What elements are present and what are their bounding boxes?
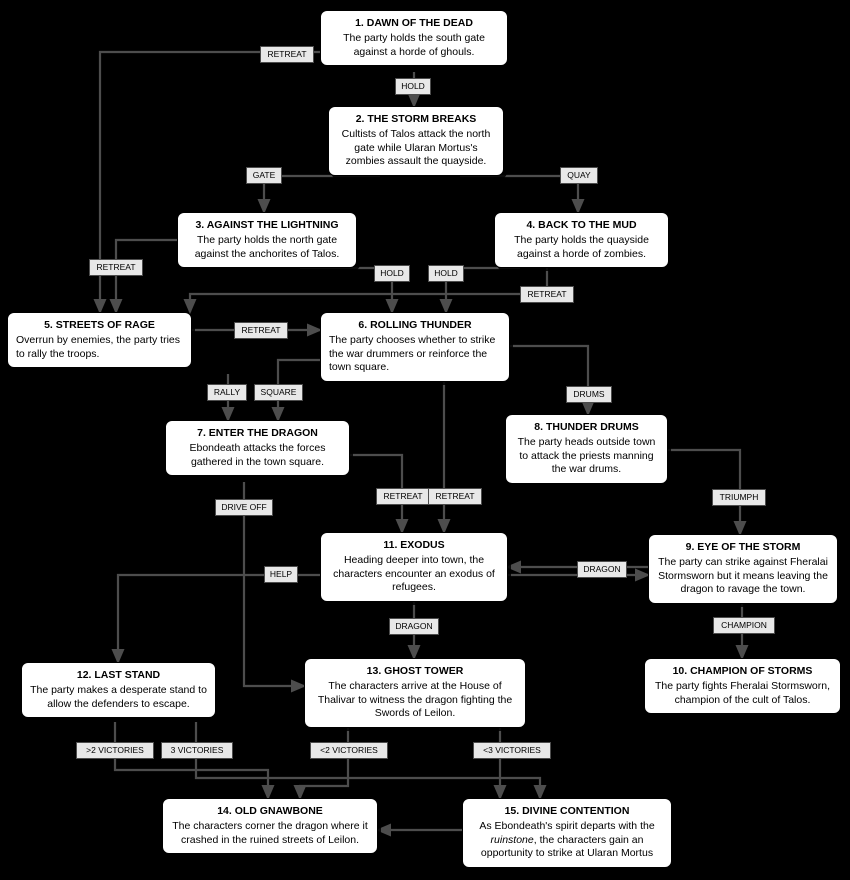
node-5-body: Overrun by enemies, the party tries to rally the troops. bbox=[16, 334, 180, 360]
node-3-title: 3. AGAINST THE LIGHTNING bbox=[195, 219, 339, 231]
node-12-title: 12. LAST STAND bbox=[76, 669, 161, 681]
node-8-title: 8. THUNDER DRUMS bbox=[534, 421, 639, 433]
node-9-title: 9. EYE OF THE STORM bbox=[685, 541, 801, 553]
node-1-title: 1. DAWN OF THE DEAD bbox=[355, 17, 473, 29]
node-12-body: The party makes a desperate stand to allow the defenders to escape. bbox=[30, 684, 207, 710]
edge-label-triumph: TRIUMPH bbox=[712, 489, 766, 506]
edge-label-retreat-6: RETREAT bbox=[428, 488, 482, 505]
edge-label-drums: DRUMS bbox=[566, 386, 612, 403]
node-15[interactable] bbox=[462, 798, 672, 868]
node-6-title: 6. ROLLING THUNDER bbox=[358, 319, 472, 331]
node-11-title: 11. EXODUS bbox=[383, 539, 445, 551]
edge-label-dragon-1: DRAGON bbox=[577, 561, 627, 578]
node-10-body: The party fights Fheralai Stormsworn, champion of the cult of Talos. bbox=[654, 680, 831, 706]
node-14-title: 14. OLD GNAWBONE bbox=[217, 805, 323, 817]
edge-label-champion: CHAMPION bbox=[713, 617, 775, 634]
node-15-body bbox=[471, 820, 663, 860]
edge-label-gate: GATE bbox=[246, 167, 282, 184]
node-3[interactable] bbox=[177, 212, 357, 268]
node-12[interactable] bbox=[21, 662, 216, 718]
node-4-body: The party holds the quayside against a horde of zombies. bbox=[514, 234, 649, 260]
node-7-title: 7. ENTER THE DRAGON bbox=[197, 427, 318, 439]
edge-label-hold-1: HOLD bbox=[395, 78, 431, 95]
edge-label-retreat-3: RETREAT bbox=[520, 286, 574, 303]
edge-label-victories-1: >2 VICTORIES bbox=[76, 742, 154, 759]
node-2-body: Cultists of Talos attack the north gate while Ularan Mortus's zombies assault the quayside. bbox=[341, 128, 491, 168]
node-4[interactable] bbox=[494, 212, 669, 268]
edge-label-victories-2: 3 VICTORIES bbox=[161, 742, 233, 759]
edge-label-dragon-2: DRAGON bbox=[389, 618, 439, 635]
node-13[interactable] bbox=[304, 658, 526, 728]
node-6[interactable] bbox=[320, 312, 510, 382]
node-2-title: 2. THE STORM BREAKS bbox=[355, 113, 477, 125]
node-15-body-post: , the characters gain an opportunity to strike at Ularan Mortus bbox=[480, 833, 654, 860]
node-5[interactable] bbox=[7, 312, 192, 368]
edge-label-quay: QUAY bbox=[560, 167, 598, 184]
edge-label-drive-off: DRIVE OFF bbox=[215, 499, 273, 516]
node-10[interactable] bbox=[644, 658, 841, 714]
edge-label-rally: RALLY bbox=[207, 384, 247, 401]
edge-label-victories-4: <3 VICTORIES bbox=[473, 742, 551, 759]
node-15-body-pre: As Ebondeath's spirit departs with the bbox=[479, 820, 655, 833]
node-9-body: The party can strike against Fheralai Stormsworn but it means leaving the dragon to ravage the town. bbox=[658, 556, 828, 596]
node-1[interactable] bbox=[320, 10, 508, 66]
node-15-body-italic: ruinstone bbox=[490, 833, 534, 846]
node-15-title: 15. DIVINE CONTENTION bbox=[504, 805, 630, 817]
edge-label-hold-2: HOLD bbox=[374, 265, 410, 282]
node-1-body: The party holds the south gate against a horde of ghouls. bbox=[343, 32, 485, 58]
edge-label-retreat-4: RETREAT bbox=[234, 322, 288, 339]
edge-label-victories-3: <2 VICTORIES bbox=[310, 742, 388, 759]
node-5-title: 5. STREETS OF RAGE bbox=[44, 319, 155, 331]
node-8[interactable] bbox=[505, 414, 668, 484]
node-14-body: The characters corner the dragon where it crashed in the ruined streets of Leilon. bbox=[172, 820, 368, 846]
node-14[interactable] bbox=[162, 798, 378, 854]
edge-label-help: HELP bbox=[264, 566, 298, 583]
edge-label-retreat-2: RETREAT bbox=[89, 259, 143, 276]
edge-label-hold-3: HOLD bbox=[428, 265, 464, 282]
node-11[interactable] bbox=[320, 532, 508, 602]
node-3-body: The party holds the north gate against the anchorites of Talos. bbox=[194, 234, 340, 260]
node-7[interactable] bbox=[165, 420, 350, 476]
edge-label-square: SQUARE bbox=[254, 384, 303, 401]
node-6-body: The party chooses whether to strike the war drummers or reinforce the town square. bbox=[329, 334, 496, 374]
node-9[interactable] bbox=[648, 534, 838, 604]
node-4-title: 4. BACK TO THE MUD bbox=[526, 219, 637, 231]
node-8-body: The party heads outside town to attack the priests manning the war drums. bbox=[517, 436, 656, 476]
edge-label-retreat-1: RETREAT bbox=[260, 46, 314, 63]
node-2[interactable] bbox=[328, 106, 504, 176]
node-10-title: 10. CHAMPION OF STORMS bbox=[672, 665, 813, 677]
node-13-title: 13. GHOST TOWER bbox=[366, 665, 464, 677]
node-7-body: Ebondeath attacks the forces gathered in the town square. bbox=[189, 442, 326, 468]
node-11-body: Heading deeper into town, the characters encounter an exodus of refugees. bbox=[333, 554, 495, 594]
edge-label-retreat-5: RETREAT bbox=[376, 488, 430, 505]
node-13-body: The characters arrive at the House of Thalivar to witness the dragon fighting the Swords of Leilon. bbox=[317, 680, 513, 720]
